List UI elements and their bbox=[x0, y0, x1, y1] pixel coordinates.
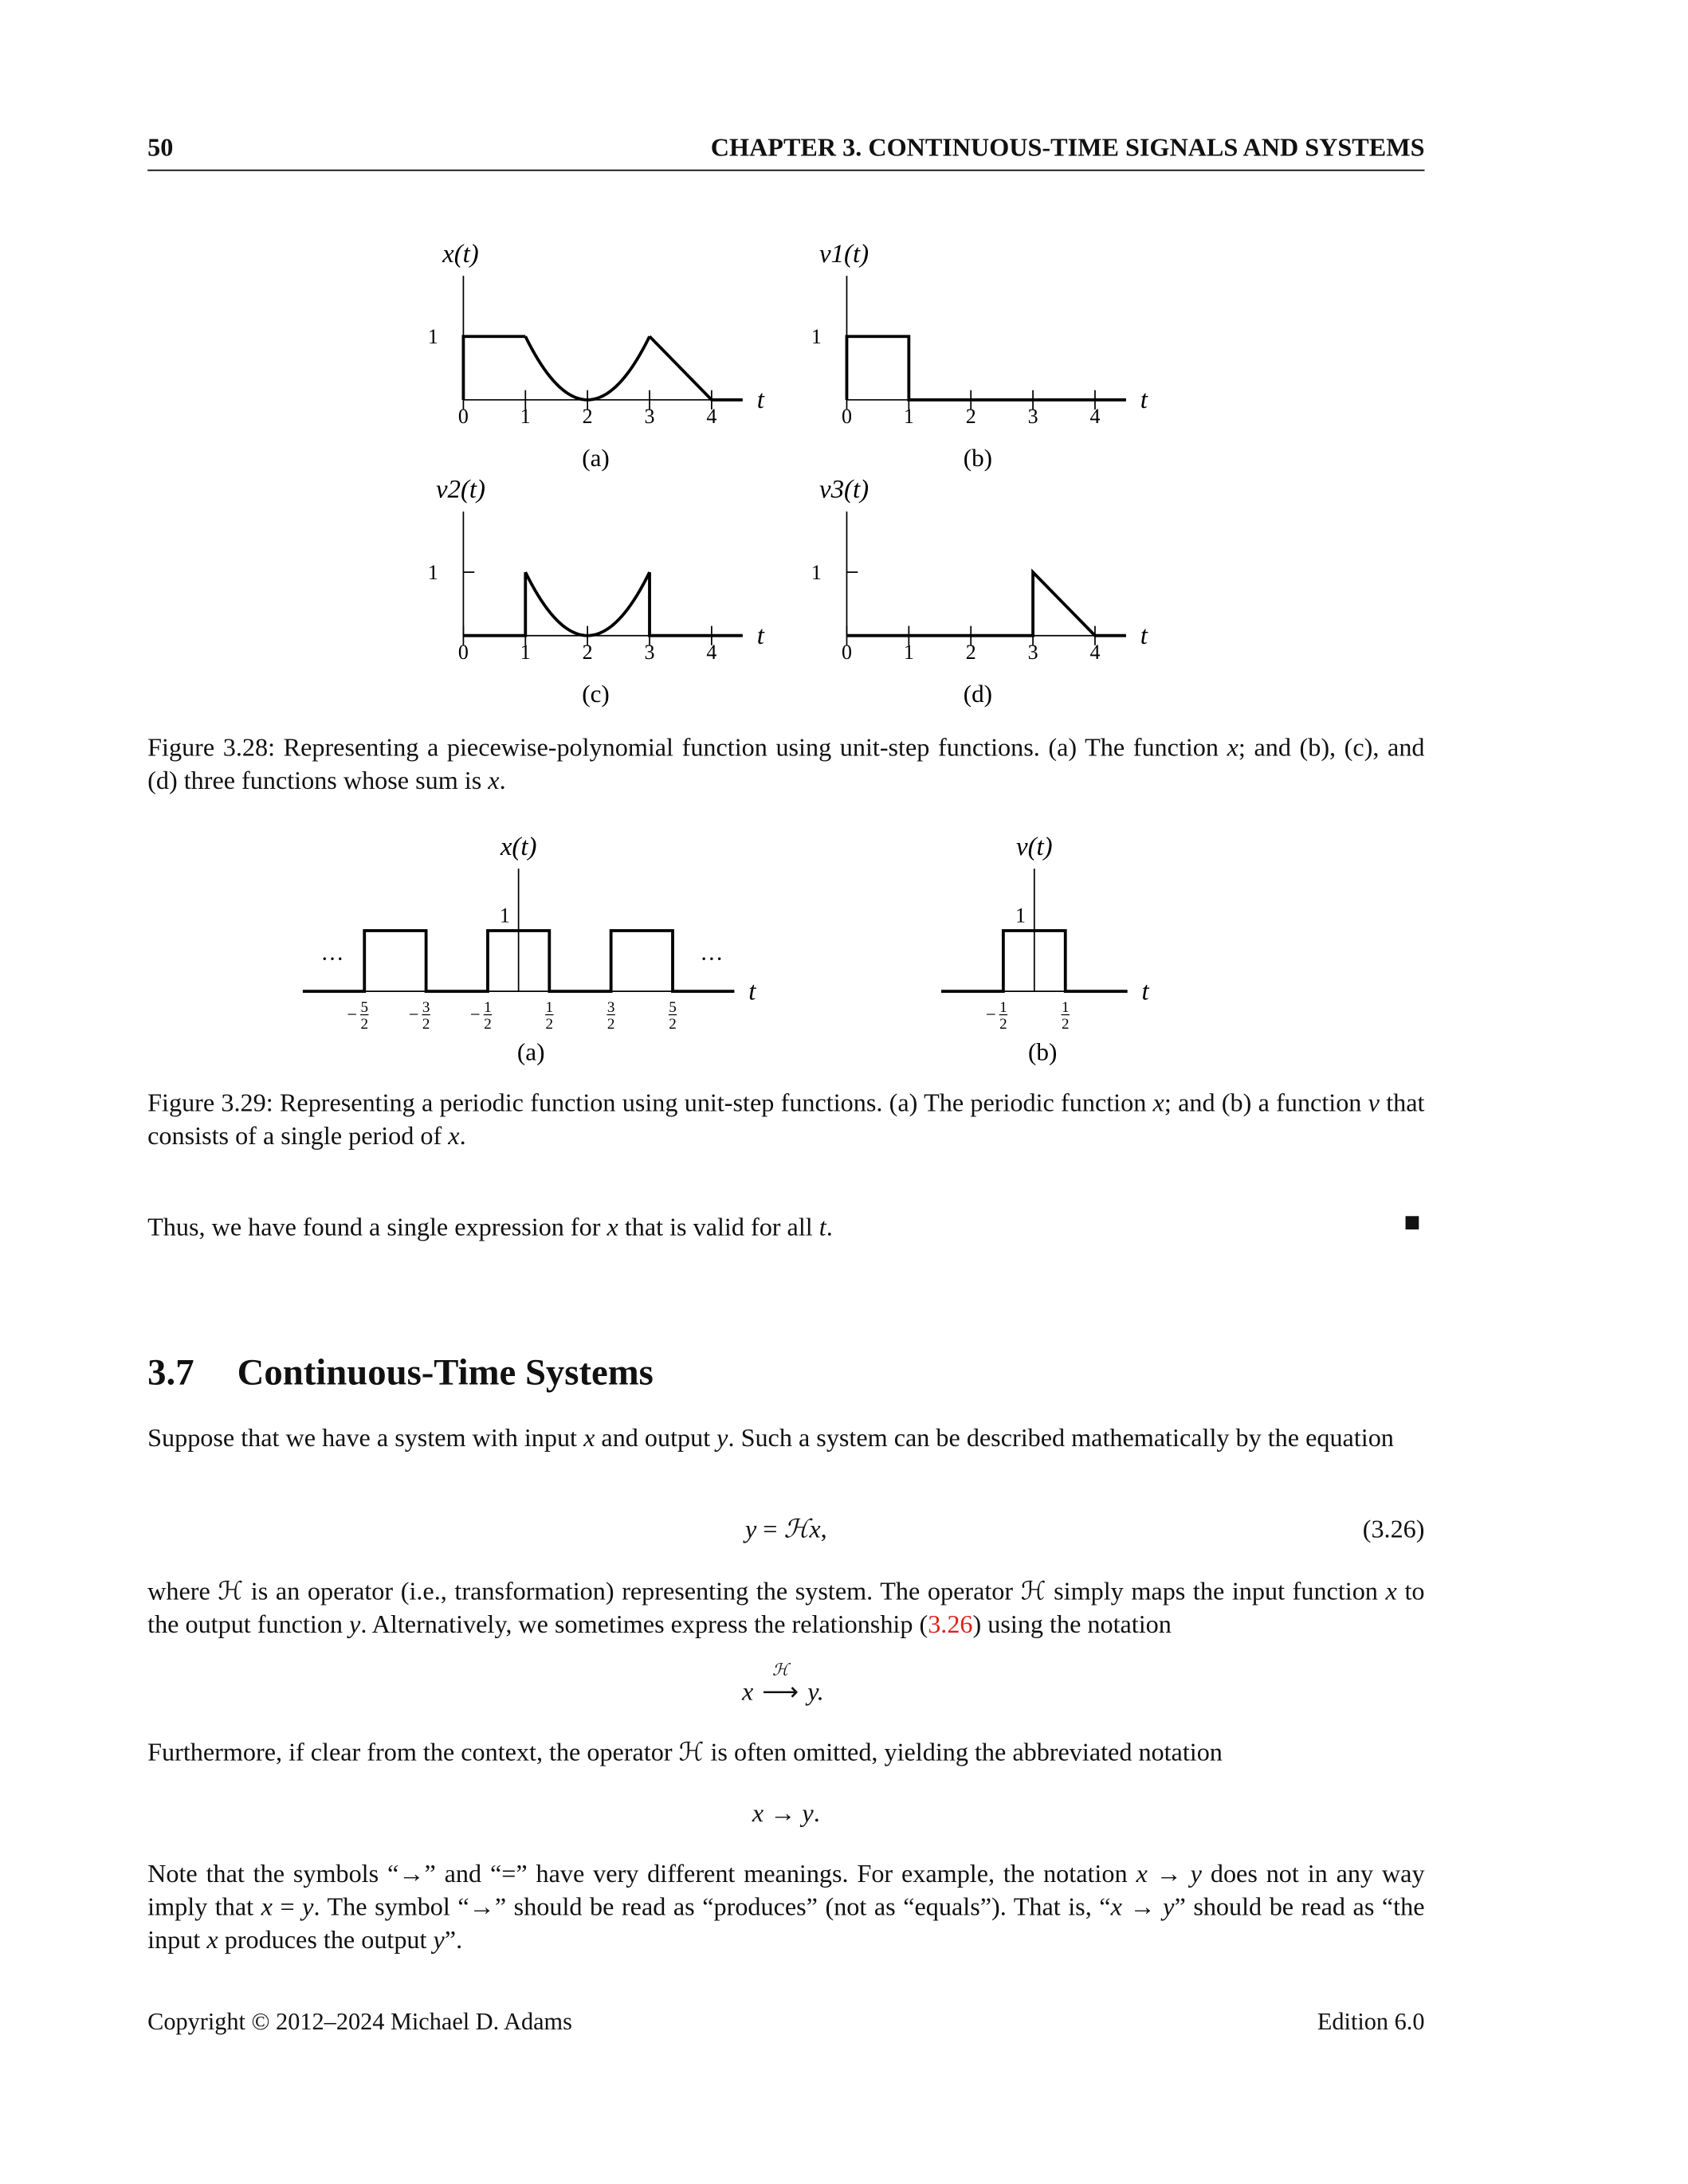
running-header: CHAPTER 3. CONTINUOUS-TIME SIGNALS AND SYSTEMS bbox=[710, 133, 1425, 163]
x-tick-label: 3 bbox=[1027, 405, 1038, 429]
x-tick-label-denominator: 2 bbox=[999, 1015, 1007, 1033]
text-run: . bbox=[813, 1799, 820, 1829]
text-run: . bbox=[499, 767, 506, 796]
text-run: . bbox=[826, 1213, 833, 1243]
text-run: x bbox=[488, 767, 500, 796]
text-run: Figure 3.28: Representing a piecewise-polynomial function using unit-step functions. (a) The function bbox=[147, 733, 1227, 763]
operator-h: ℋ bbox=[771, 1660, 789, 1680]
text-run: . bbox=[459, 1122, 466, 1151]
signal-curve bbox=[463, 336, 525, 400]
plot-3-28-c bbox=[428, 476, 765, 708]
panel-caption: (b) bbox=[1028, 1037, 1058, 1066]
x-tick-label-denominator: 2 bbox=[484, 1015, 492, 1033]
text-run: = bbox=[756, 1515, 784, 1545]
x-axis-label: t bbox=[756, 386, 764, 415]
x-axis-label: t bbox=[756, 621, 764, 651]
figure-3-29-caption bbox=[147, 1088, 1424, 1154]
text-run: produces the output bbox=[218, 1926, 434, 1955]
x-tick-label: 3 bbox=[644, 405, 655, 429]
signal-curve bbox=[650, 572, 743, 636]
copyright: Copyright © 2012–2024 Michael D. Adams bbox=[147, 2007, 572, 2036]
arrow-notation: x ℋ ⟶ y. bbox=[741, 1660, 824, 1708]
y-tick-label: 1 bbox=[427, 560, 438, 584]
signal-curve bbox=[463, 572, 525, 636]
minus-sign: − bbox=[408, 1004, 419, 1025]
x-tick-label-numerator: 1 bbox=[484, 999, 492, 1017]
text-run: that consists of a single period of bbox=[147, 1089, 1425, 1151]
text-run: y bbox=[802, 1799, 814, 1829]
text-run: x bbox=[1385, 1577, 1397, 1606]
signal-curve bbox=[846, 336, 1125, 400]
paragraph-4 bbox=[147, 1859, 1424, 1959]
text-run: , bbox=[820, 1515, 827, 1545]
plot-3-29-b bbox=[941, 833, 1150, 1066]
y-tick-label: 1 bbox=[1015, 904, 1026, 927]
text-run: ”. bbox=[444, 1926, 463, 1955]
panel-caption: (c) bbox=[582, 679, 610, 708]
text-run: y bbox=[716, 1424, 728, 1453]
plot-3-29-a bbox=[303, 833, 756, 1066]
y-axis-label: v(t) bbox=[1015, 832, 1053, 861]
paragraph-2 bbox=[147, 1576, 1424, 1642]
text-run: x bbox=[752, 1799, 764, 1829]
equation-number: (3.26) bbox=[1362, 1515, 1425, 1545]
text-run: Suppose that we have a system with input bbox=[147, 1424, 584, 1453]
text-run: . Alternatively, we sometimes express the relationship ( bbox=[360, 1610, 928, 1640]
x-tick-label: 0 bbox=[457, 405, 469, 429]
qed-square: ■ bbox=[1403, 1207, 1421, 1238]
text-run: → bbox=[764, 1799, 803, 1829]
text-run: to the output function bbox=[147, 1577, 1425, 1640]
section-heading bbox=[147, 1351, 654, 1394]
equation-link[interactable]: 3.26 bbox=[928, 1610, 973, 1640]
text-run: Figure 3.29: Representing a periodic function using unit-step functions. (a) The periodic function bbox=[147, 1089, 1153, 1119]
section-title: Continuous-Time Systems bbox=[237, 1351, 654, 1393]
panel-caption: (a) bbox=[582, 443, 610, 472]
x-tick-label-denominator: 2 bbox=[360, 1015, 369, 1033]
x-tick-label-numerator: 1 bbox=[999, 999, 1007, 1017]
text-run: ” should be read as “the input bbox=[147, 1892, 1425, 1955]
equation-3-26 bbox=[147, 1515, 1424, 1546]
text-run: → bbox=[1147, 1860, 1191, 1889]
plot-3-28-d bbox=[811, 476, 1148, 708]
x-tick-label-numerator: 1 bbox=[545, 999, 554, 1017]
text-run: → bbox=[1121, 1892, 1164, 1923]
x-tick-label: 2 bbox=[965, 641, 976, 665]
text-run: y bbox=[1190, 1860, 1202, 1889]
section-number: 3.7 bbox=[147, 1351, 194, 1393]
text-run: x bbox=[448, 1122, 460, 1151]
text-run: y bbox=[1163, 1892, 1175, 1923]
text-run: x bbox=[1227, 733, 1239, 763]
x-tick-label: 4 bbox=[706, 641, 717, 665]
minus-sign: − bbox=[985, 1004, 996, 1025]
text-run: . The symbol “→” should be read as “produces” (not as “equals”). That is, “ bbox=[313, 1892, 1111, 1923]
text-run: t bbox=[818, 1213, 826, 1243]
page-number: 50 bbox=[147, 133, 174, 163]
x-tick-label-denominator: 2 bbox=[1061, 1015, 1070, 1033]
x-axis-label: t bbox=[1141, 977, 1149, 1006]
x-axis-label: t bbox=[748, 977, 756, 1006]
y-tick-label: 1 bbox=[427, 324, 438, 348]
paragraph-1 bbox=[147, 1423, 1424, 1457]
text-run: . Such a system can be described mathematically by the equation bbox=[728, 1424, 1394, 1453]
panel-caption: (d) bbox=[963, 679, 993, 708]
text-run: ) using the notation bbox=[972, 1610, 1172, 1640]
x-tick-label-numerator: 1 bbox=[1061, 999, 1070, 1017]
y-axis-label: v3(t) bbox=[818, 475, 870, 504]
x-tick-label-denominator: 2 bbox=[607, 1015, 615, 1033]
x-tick-label: 1 bbox=[520, 641, 531, 665]
x-tick-label: 2 bbox=[582, 641, 593, 665]
long-arrow: ⟶ bbox=[762, 1677, 799, 1708]
x-tick-label-numerator: 5 bbox=[360, 999, 369, 1017]
y-tick-label: 1 bbox=[811, 324, 822, 348]
ellipsis-left: ··· bbox=[320, 947, 344, 973]
x-axis-label: t bbox=[1140, 386, 1148, 415]
text-run: x bbox=[1110, 1892, 1122, 1923]
text-run: y bbox=[744, 1515, 757, 1545]
x-tick-label-numerator: 3 bbox=[607, 999, 615, 1017]
edition: Edition 6.0 bbox=[1317, 2007, 1425, 2036]
text-run: ℋx bbox=[783, 1515, 821, 1545]
x-tick-label: 2 bbox=[582, 405, 593, 429]
signal-curve bbox=[650, 336, 743, 400]
plot-3-28-a bbox=[428, 240, 765, 472]
figure-3-28-caption bbox=[147, 732, 1424, 798]
abbreviated-notation bbox=[147, 1799, 1424, 1829]
text-run: Furthermore, if clear from the context, the operator ℋ is often omitted, yielding the abbreviated notation bbox=[147, 1739, 1223, 1768]
text-run: Thus, we have found a single expression for bbox=[147, 1213, 607, 1243]
y-axis-label: v1(t) bbox=[818, 239, 870, 269]
y-tick-label: 1 bbox=[811, 560, 822, 584]
text-run: that is valid for all bbox=[618, 1213, 819, 1243]
text-run: does not in any way imply that bbox=[147, 1860, 1425, 1923]
text-run: x bbox=[206, 1926, 218, 1955]
y-tick-label: 1 bbox=[499, 904, 510, 927]
thus-paragraph bbox=[147, 1212, 1424, 1245]
panel-caption: (a) bbox=[516, 1037, 545, 1066]
y-axis-label: v2(t) bbox=[435, 475, 485, 504]
text-run: x bbox=[583, 1424, 595, 1453]
x-tick-label: 1 bbox=[903, 405, 914, 429]
x-tick-label: 0 bbox=[841, 405, 852, 429]
x-tick-label-denominator: 2 bbox=[545, 1015, 554, 1033]
x-tick-label-denominator: 2 bbox=[422, 1015, 430, 1033]
x-tick-label: 2 bbox=[965, 405, 976, 429]
text-run: x bbox=[607, 1213, 618, 1243]
text-run: x bbox=[1136, 1860, 1148, 1889]
x-tick-label: 1 bbox=[520, 405, 531, 429]
x-axis-label: t bbox=[1140, 621, 1148, 651]
x-tick-label: 3 bbox=[644, 641, 655, 665]
panel-caption: (b) bbox=[963, 443, 993, 472]
x-tick-label: 1 bbox=[903, 641, 914, 665]
text-run: ; and (b), (c), and (d) three functions whose sum is bbox=[147, 733, 1425, 796]
text-run: ; and (b) a function bbox=[1164, 1089, 1368, 1119]
x-tick-label: 0 bbox=[457, 641, 469, 665]
text-run: y bbox=[433, 1926, 445, 1955]
text-run: = bbox=[272, 1892, 303, 1923]
text-run: x bbox=[1152, 1089, 1164, 1119]
text-run: where ℋ is an operator (i.e., transformation) representing the system. The operator ℋ simply maps the input function bbox=[147, 1577, 1386, 1606]
x-tick-label-numerator: 5 bbox=[669, 999, 677, 1017]
plot-3-28-b bbox=[811, 240, 1148, 472]
y-axis-label: x(t) bbox=[442, 239, 479, 269]
x-tick-label: 4 bbox=[1089, 641, 1101, 665]
minus-sign: − bbox=[347, 1004, 358, 1025]
x-tick-label: 0 bbox=[841, 641, 852, 665]
text-run: y bbox=[302, 1892, 314, 1923]
x-tick-label: 3 bbox=[1027, 641, 1038, 665]
x-tick-label: 4 bbox=[706, 405, 717, 429]
x-tick-label: 4 bbox=[1089, 405, 1101, 429]
x-tick-label-denominator: 2 bbox=[669, 1015, 677, 1033]
text-run: y bbox=[349, 1610, 361, 1640]
text-run: v bbox=[1368, 1089, 1380, 1119]
x-tick-label-numerator: 3 bbox=[422, 999, 430, 1017]
text-run: and output bbox=[595, 1424, 717, 1453]
text-run: x bbox=[261, 1892, 273, 1923]
signal-curve bbox=[846, 572, 1125, 636]
minus-sign: − bbox=[470, 1004, 481, 1025]
paragraph-3 bbox=[147, 1737, 1424, 1770]
text-run: Note that the symbols “→” and “=” have very different meanings. For example, the notation bbox=[147, 1860, 1136, 1889]
ellipsis-right: ··· bbox=[700, 947, 724, 973]
y-axis-label: x(t) bbox=[500, 832, 537, 861]
